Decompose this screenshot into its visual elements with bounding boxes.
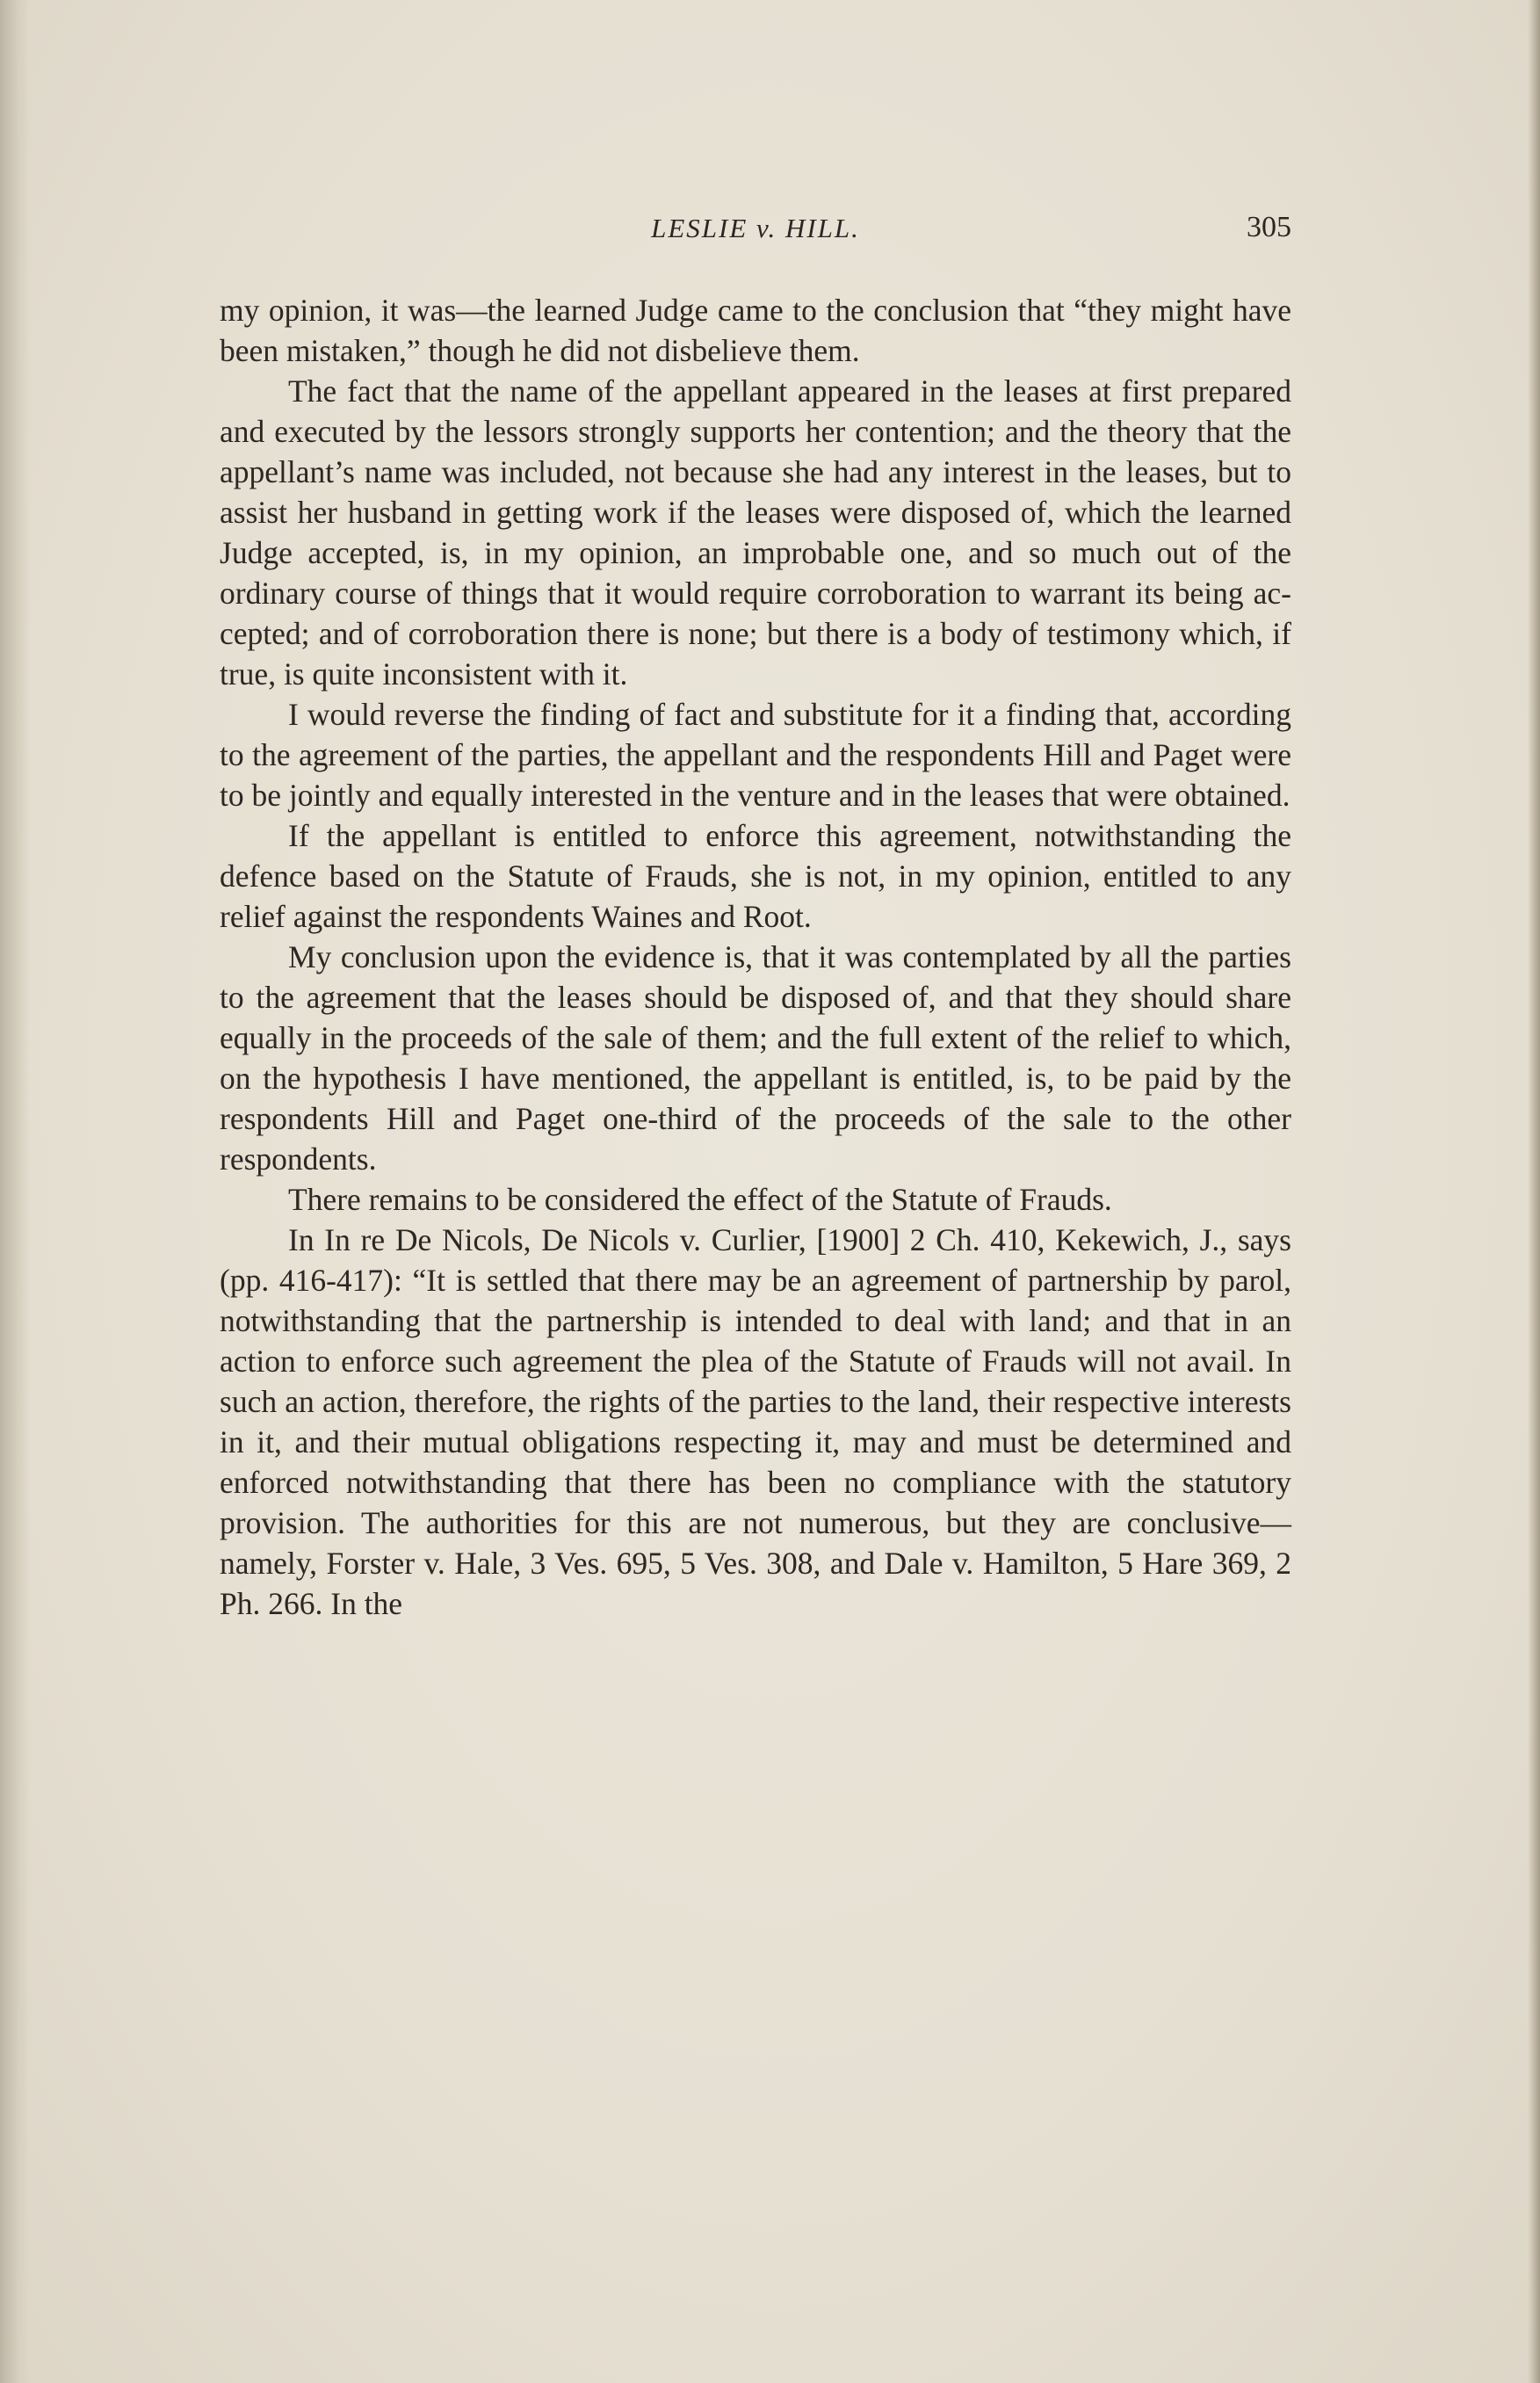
page-edge: [1528, 0, 1540, 2383]
paragraph: my opinion, it was—the learned Judge came to the conclusion that “they might have been mistaken,” though he did not disbelieve them.: [220, 293, 1291, 368]
binding-gutter: [0, 0, 30, 2383]
body-text: [220, 290, 1291, 1624]
paragraph: If the appellant is entitled to enforce this agreement, notwithstanding the defence based on the Statute of Frauds, she is not, in my opinion, entitled to any relief against the respondents Waines and Root.: [220, 818, 1291, 934]
paragraph: There remains to be considered the effect of the Statute of Frauds.: [288, 1182, 1112, 1217]
paragraph: In In re De Nicols, De Nicols v. Curlier, [1900] 2 Ch. 410, Kekewich, J., says (pp. 416-417): “It is settled that there may be an agreement of partnership by parol, notwithstanding that the partnership is intended to deal with land; and that in an action to enforce such agreement the plea of the Statute of Frauds will not avail. In such an action, therefore, the rights of the parties to the land, their respective interests in it, and their mutual obligations respecting it, may and must be determined and enforced notwithstanding that there has been no compliance with the statutory provision. The authorities for this are not numerous, but they are conclusive—namely, Forster v. Hale, 3 Ves. 695, 5 Ves. 308, and Dale v. Hamilton, 5 Hare 369, 2 Ph. 266. In the: [220, 1222, 1291, 1621]
running-title: LESLIE v. HILL.: [651, 213, 860, 243]
page-number: 305: [1247, 211, 1291, 243]
paragraph: The fact that the name of the appellant appeared in the leases at first prepared and executed by the lessors strongly supports her contention; and the theory that the appellant’s name was included, not because she had any interest in the leases, but to assist her husband in getting work if the leases were disposed of, which the learned Judge accepted, is, in my opinion, an improbable one, and so much out of the ordinary course of things that it would require corroboration to warrant its being accepted; and of corroboration there is none; but there is a body of testimony which, if true, is quite inconsistent with it.: [220, 373, 1291, 692]
paragraph: I would reverse the finding of fact and substitute for it a finding that, according to the agreement of the parties, the appellant and the respondents Hill and Paget were to be jointly and equally interested in the venture and in the leases that were obtained.: [220, 697, 1291, 813]
paragraph: My conclusion upon the evidence is, that it was contemplated by all the parties to the agreement that the leases should be disposed of, and that they should share equally in the proceeds of the sale of them; and the full extent of the relief to which, on the hypothesis I have mentioned, the appellant is entitled, is, to be paid by the respondents Hill and Paget one-third of the proceeds of the sale to the other respondents.: [220, 939, 1291, 1177]
page-header: [220, 213, 1291, 257]
